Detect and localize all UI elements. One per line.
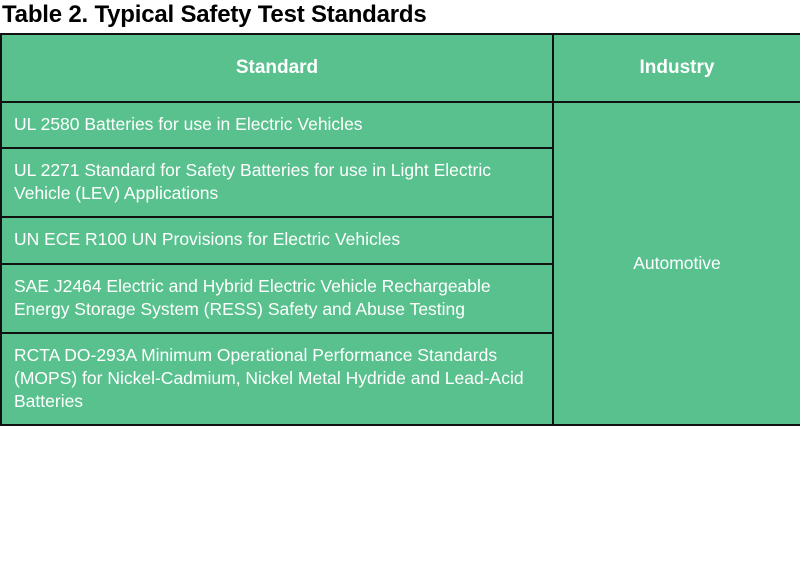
safety-test-standards-table xyxy=(0,33,800,426)
cell-standard: UN ECE R100 UN Provisions for Electric Vehicles xyxy=(1,217,553,263)
cell-standard: RCTA DO-293A Minimum Operational Performance Standards (MOPS) for Nickel-Cadmium, Nickel Metal Hydride and Lead-Acid Batteries xyxy=(1,333,553,425)
cell-standard: SAE J2464 Electric and Hybrid Electric Vehicle Rechargeable Energy Storage System (RESS) Safety and Abuse Testing xyxy=(1,264,553,333)
column-header-standard: Standard xyxy=(1,34,553,102)
table-row xyxy=(1,102,800,148)
cell-standard: UL 2271 Standard for Safety Batteries for use in Light Electric Vehicle (LEV) Applications xyxy=(1,148,553,217)
column-header-industry: Industry xyxy=(553,34,800,102)
table-caption: Table 2. Typical Safety Test Standards xyxy=(2,1,427,28)
cell-standard: UL 2580 Batteries for use in Electric Vehicles xyxy=(1,102,553,148)
cell-industry: Automotive xyxy=(553,102,800,425)
table-header-row xyxy=(1,34,800,102)
